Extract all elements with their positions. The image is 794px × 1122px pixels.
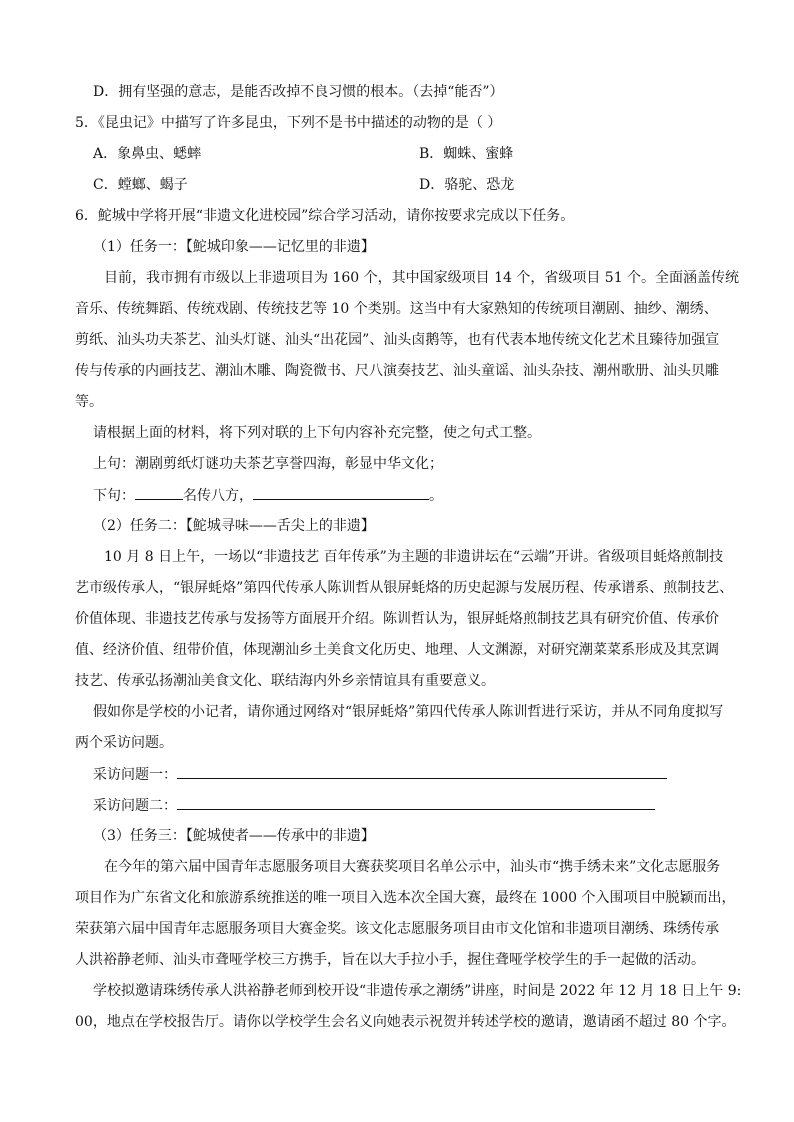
- interview-question-1-label: 采访问题一：: [93, 767, 177, 783]
- task1-para-line: 音乐、传统舞蹈、传统戏剧、传统技艺等 10 个类别。这当中有大家熟知的传统项目潮剧、抽纱、潮绣、: [75, 301, 718, 317]
- task3-para-line: 人洪裕静老师、汕头市聋哑学校三方携手，旨在以大手拉小手，握住聋哑学校学生的手一起做的活动。: [75, 952, 705, 968]
- task1-instruction: 请根据上面的材料，将下列对联的上下句内容补充完整，使之句式工整。: [93, 425, 541, 441]
- task2-instruction-line: 两个采访问题。: [75, 735, 173, 751]
- task1-para-line: 传与传承的内画技艺、潮汕木雕、陶瓷微书、尺八演奏技艺、汕头童谣、汕头杂技、潮州歌册、汕头贝雕: [75, 363, 719, 379]
- task3-para-line: 在今年的第六届中国青年志愿服务项目大赛获奖项目名单公示中，汕头市“携手绣未来”文化志愿服务: [104, 859, 721, 875]
- interview-question-1: [93, 764, 667, 785]
- task1-title: （1）任务一：【鮀城印象——记忆里的非遗】: [93, 239, 375, 255]
- task1-para-line: 等。: [75, 394, 103, 410]
- task2-para-line: 值、经济价值、纽带价值，体现潮汕乡土美食文化历史、地理、人文渊源，对研究潮菜菜系形成及其烹调: [75, 642, 719, 658]
- q6-stem: 6．鮀城中学将开展“非遗文化进校园”综合学习活动，请你按要求完成以下任务。: [75, 208, 575, 224]
- task2-para-line: 价值体现、非遗技艺传承与发扬等方面展开介绍。陈训哲认为，银屏蚝烙煎制技艺具有研究价值、传承价: [75, 611, 719, 627]
- task3-instruction-line: 学校拟邀请珠绣传承人洪裕静老师到校开设“非遗传承之潮绣”讲座，时间是 2022 年 12 月 18 日上午 9:: [93, 983, 742, 999]
- couplet-lower-end: 。: [429, 488, 443, 504]
- task2-para-line: 艺市级传承人，“银屏蚝烙”第四代传承人陈训哲从银屏蚝烙的历史起源与发展历程、传承谱系、煎制技艺、: [75, 580, 734, 596]
- answer-blank[interactable]: [177, 795, 655, 810]
- answer-blank[interactable]: [253, 485, 429, 500]
- task2-instruction-line: 假如你是学校的小记者，请你通过网络对“银屏蚝烙”第四代传承人陈训哲进行采访，并从不同角度拟写: [93, 704, 724, 720]
- task3-para-line: 项目作为广东省文化和旅游系统推送的唯一项目入选本次全国大赛，最终在 1000 个入围项目中脱颖而出，: [75, 890, 736, 906]
- answer-blank[interactable]: [135, 485, 183, 500]
- q5-option-d: D．骆驼、恐龙: [419, 177, 515, 193]
- task1-para-line: 目前，我市拥有市级以上非遗项目为 160 个，其中国家级项目 14 个，省级项目 51 个。全面涵盖传统: [104, 270, 740, 286]
- task3-para-line: 荣获第六届中国青年志愿服务项目大赛金奖。该文化志愿服务项目由市文化馆和非遗项目潮绣、珠绣传承: [75, 921, 719, 937]
- couplet-lower: [93, 485, 443, 506]
- task2-para-line: 技艺、传承弘扬潮汕美食文化、联结海内外乡亲情谊具有重要意义。: [75, 673, 495, 689]
- interview-question-2-label: 采访问题二：: [93, 798, 177, 814]
- task3-title: （3）任务三：【鮀城使者——传承中的非遗】: [93, 828, 375, 844]
- task2-title: （2）任务二：【鮀城寻味——舌尖上的非遗】: [93, 518, 375, 534]
- task3-instruction-line: 00，地点在学校报告厅。请你以学校学生会名义向她表示祝贺并转述学校的邀请，邀请函不超过 80 个字。: [75, 1014, 736, 1030]
- q4-option-d: D．拥有坚强的意志，是能否改掉不良习惯的根本。（去掉“能否”）: [93, 84, 504, 100]
- q5-stem: 5．《昆虫记》中描写了许多昆虫，下列不是书中描述的动物的是（ ）: [75, 115, 502, 131]
- couplet-lower-mid: 名传八方，: [183, 488, 253, 504]
- task1-para-line: 剪纸、汕头功夫茶艺、汕头灯谜、汕头“出花园”、汕头卤鹅等，也有代表本地传统文化艺术且臻待加强宣: [75, 332, 720, 348]
- task2-para-line: 10 月 8 日上午，一场以“非遗技艺 百年传承”为主题的非遗讲坛在“云端”开讲。省级项目蚝烙煎制技: [104, 549, 724, 565]
- q5-option-b: B．蜘蛛、蜜蜂: [419, 146, 514, 162]
- answer-blank[interactable]: [177, 764, 667, 779]
- q5-option-a: A．象鼻虫、蟋蟀: [93, 146, 202, 162]
- interview-question-2: [93, 795, 655, 816]
- q5-option-c: C．螳螂、蝎子: [93, 177, 188, 193]
- couplet-upper: 上句：潮剧剪纸灯谜功夫茶艺享誉四海，彰显中华文化；: [93, 456, 443, 472]
- couplet-lower-prefix: 下句：: [93, 488, 135, 504]
